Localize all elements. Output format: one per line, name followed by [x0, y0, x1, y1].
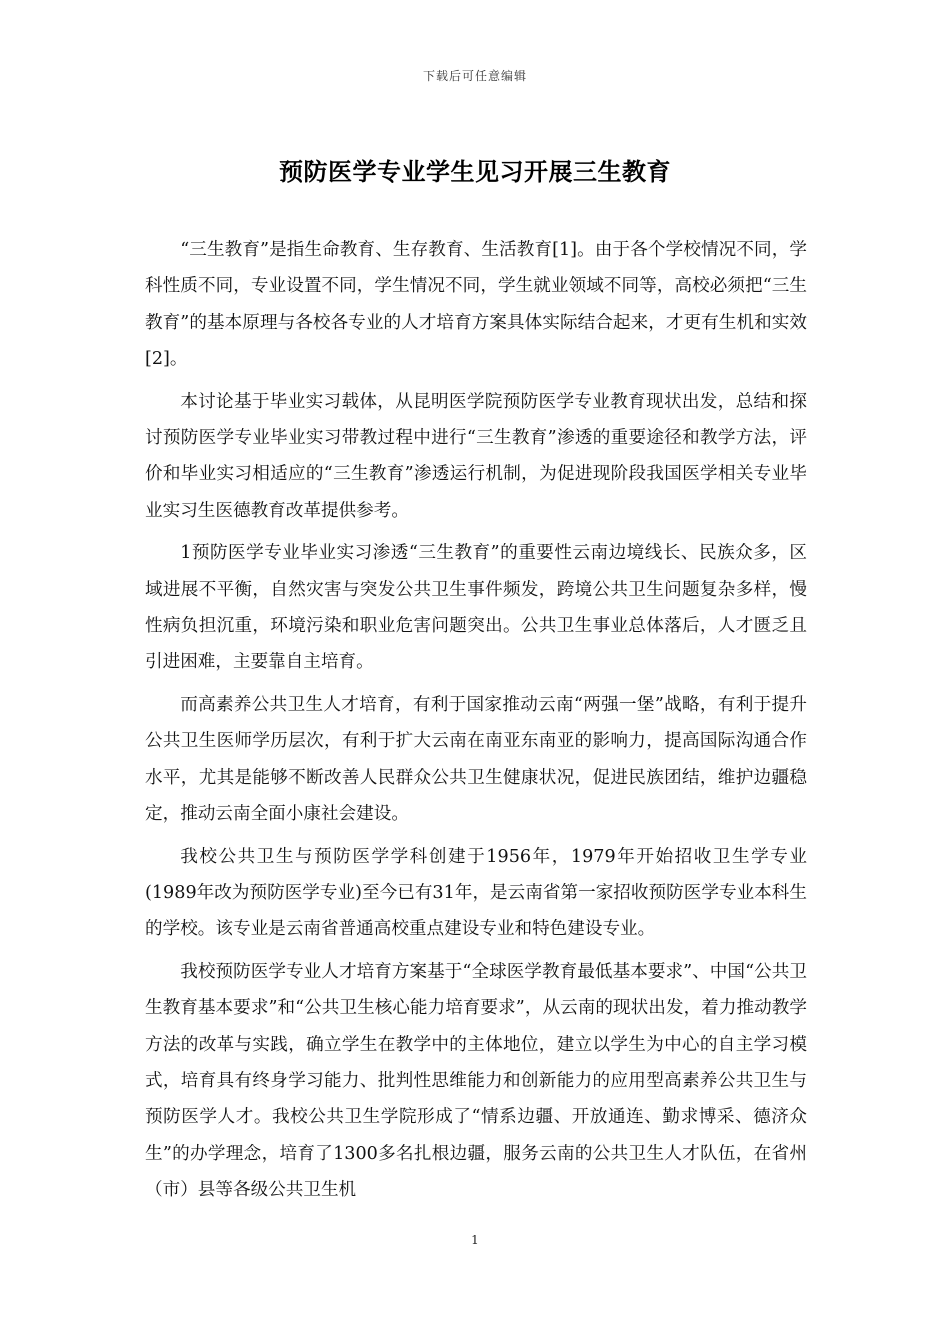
- paragraph: 我校公共卫生与预防医学学科创建于1956年，1979年开始招收卫生学专业(1989年改为预防医学专业)至今已有31年，是云南省第一家招收预防医学专业本科生的学校。该专业是云南省普通高校重点建设专业和特色建设专业。: [145, 846, 807, 940]
- paragraph: 我校预防医学专业人才培育方案基于“全球医学教育最低基本要求”、中国“公共卫生教育基本要求”和“公共卫生核心能力培育要求”，从云南的现状出发，着力推动教学方法的改革与实践，确立学生在教学中的主体地位，建立以学生为中心的自主学习模式，培育具有终身学习能力、批判性思维能力和创新能力的应用型高素养公共卫生与预防医学人才。我校公共卫生学院形成了“情系边疆、开放通连、勤求博采、德济众生”的办学理念，培育了1300多名扎根边疆，服务云南的公共卫生人才队伍，在省州（市）县等各级公共卫生机: [145, 961, 807, 1201]
- document-body: [145, 232, 807, 1215]
- paragraph: 本讨论基于毕业实习载体，从昆明医学院预防医学专业教育现状出发，总结和探讨预防医学专业毕业实习带教过程中进行“三生教育”渗透的重要途径和教学方法，评价和毕业实习相适应的“三生教育”渗透运行机制，为促进现阶段我国医学相关专业毕业实习生医德教育改革提供参考。: [145, 391, 807, 521]
- paragraph: 1预防医学专业毕业实习渗透“三生教育”的重要性云南边境线长、民族众多，区域进展不平衡，自然灾害与突发公共卫生事件频发，跨境公共卫生问题复杂多样，慢性病负担沉重，环境污染和职业危害问题突出。公共卫生事业总体落后，人才匮乏且引进困难，主要靠自主培育。: [145, 543, 807, 673]
- header-note: 下载后可任意编辑: [422, 69, 527, 83]
- page-number: 1: [471, 1233, 479, 1247]
- document-title: 预防医学专业学生见习开展三生教育: [279, 158, 671, 186]
- paragraph: 而高素养公共卫生人才培育，有利于国家推动云南“两强一堡”战略，有利于提升公共卫生医师学历层次，有利于扩大云南在南亚东南亚的影响力，提高国际沟通合作水平，尤其是能够不断改善人民群众公共卫生健康状况，促进民族团结，维护边疆稳定，推动云南全面小康社会建设。: [145, 694, 807, 825]
- paragraph: “三生教育”是指生命教育、生存教育、生活教育[1]。由于各个学校情况不同，学科性质不同，专业设置不同，学生情况不同，学生就业领域不同等，高校必须把“三生教育”的基本原理与各校各专业的人才培育方案具体实际结合起来，才更有生机和实效[2]。: [145, 240, 807, 370]
